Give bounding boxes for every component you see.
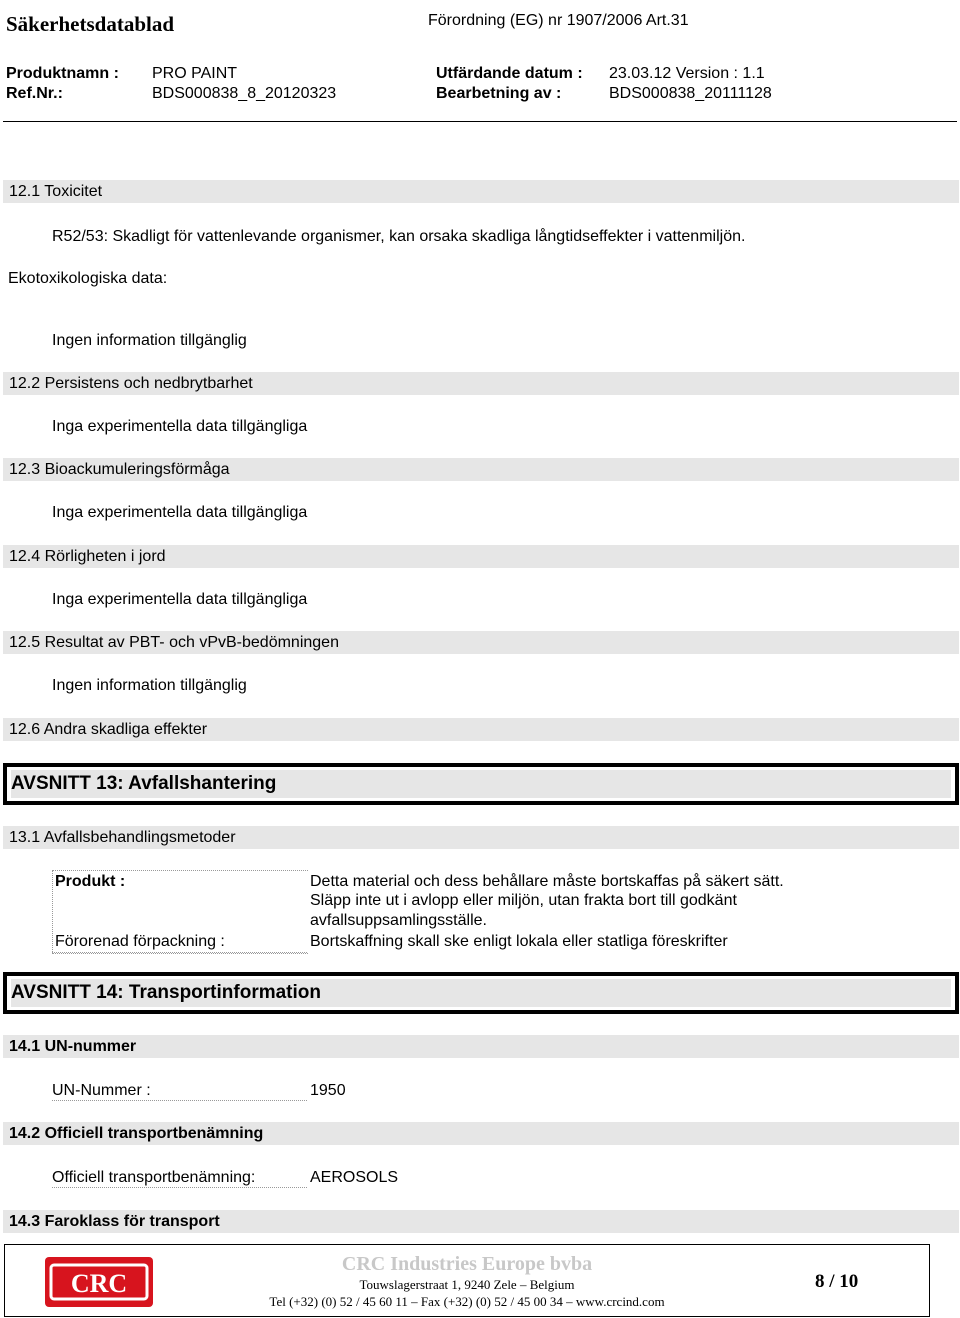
ref-number-label: Ref.Nr.: <box>6 85 63 102</box>
waste-product-line-1: Detta material och dess behållare måste bortskaffas på säkert sätt. <box>310 873 784 890</box>
subsection-heading: 12.4 Rörligheten i jord <box>9 548 166 565</box>
subsection-12-4 <box>3 545 959 568</box>
persistence-text: Inga experimentella data tillgängliga <box>52 418 308 435</box>
product-name-value: PRO PAINT <box>152 65 238 82</box>
page-footer <box>4 1244 930 1317</box>
subsection-14-1 <box>3 1035 959 1058</box>
waste-product-line-2: Släpp inte ut i avlopp eller miljön, utan frakta bort till godkänt <box>310 892 737 909</box>
subsection-heading: 12.5 Resultat av PBT- och vPvB-bedömningen <box>9 634 339 651</box>
product-name-label: Produktnamn : <box>6 65 119 82</box>
section-title: AVSNITT 13: Avfallshantering <box>11 773 277 794</box>
edited-by-label: Bearbetning av : <box>436 85 562 102</box>
section-13-header <box>3 763 959 805</box>
regulation-reference: Förordning (EG) nr 1907/2006 Art.31 <box>428 12 689 29</box>
subsection-heading: 12.1 Toxicitet <box>9 183 103 200</box>
issue-date-label: Utfärdande datum : <box>436 65 583 82</box>
subsection-14-2 <box>3 1122 959 1145</box>
subsection-heading: 12.2 Persistens och nedbrytbarhet <box>9 375 253 392</box>
contaminated-packaging-label: Förorenad förpackning : <box>55 933 225 950</box>
ecotox-value: Ingen information tillgänglig <box>52 332 247 349</box>
subsection-14-3 <box>3 1210 959 1233</box>
waste-product-label: Produkt : <box>55 873 126 890</box>
un-number-label: UN-Nummer : <box>52 1082 151 1099</box>
subsection-12-3 <box>3 458 959 481</box>
subsection-12-6 <box>3 718 959 741</box>
subsection-12-5 <box>3 631 959 654</box>
transport-name-label: Officiell transportbenämning: <box>52 1169 256 1186</box>
transport-name-value: AEROSOLS <box>310 1169 399 1186</box>
contaminated-packaging-value: Bortskaffning skall ske enligt lokala eller statliga föreskrifter <box>310 933 728 950</box>
section-14-header <box>3 972 959 1014</box>
pbt-text: Ingen information tillgänglig <box>52 677 247 694</box>
company-name: CRC Industries Europe bvba <box>341 1253 593 1275</box>
subsection-heading: 12.3 Bioackumuleringsförmåga <box>9 461 230 478</box>
ecotox-label: Ekotoxikologiska data: <box>8 270 168 287</box>
subsection-heading: 14.3 Faroklass för transport <box>9 1213 220 1230</box>
page-number: 8 / 10 <box>815 1271 859 1292</box>
ref-number-value: BDS000838_8_20120323 <box>152 85 337 102</box>
subsection-13-1 <box>3 826 959 849</box>
subsection-heading: 14.2 Officiell transportbenämning <box>9 1125 264 1142</box>
subsection-heading: 12.6 Andra skadliga effekter <box>9 721 208 738</box>
bioaccumulation-text: Inga experimentella data tillgängliga <box>52 504 308 521</box>
company-address: Touwslagerstraat 1, 9240 Zele – Belgium <box>359 1277 575 1292</box>
subsection-12-1 <box>3 180 959 203</box>
section-title: AVSNITT 14: Transportinformation <box>11 982 322 1003</box>
dotted-rule <box>52 1187 307 1188</box>
un-number-value: 1950 <box>310 1082 346 1099</box>
subsection-12-2 <box>3 372 959 395</box>
dotted-rule <box>52 1100 307 1101</box>
toxicity-text: R52/53: Skadligt för vattenlevande organismer, kan orsaka skadliga långtidseffekter i vattenmiljön. <box>52 228 746 245</box>
waste-product-line-3: avfallsuppsamlingsställe. <box>310 912 487 929</box>
subsection-heading: 13.1 Avfallsbehandlingsmetoder <box>9 829 236 846</box>
edited-by-value: BDS000838_20111128 <box>609 85 772 102</box>
logo-text: CRC <box>70 1269 128 1298</box>
subsection-heading: 14.1 UN-nummer <box>9 1038 137 1055</box>
company-contact: Tel (+32) (0) 52 / 45 60 11 – Fax (+32) (0) 52 / 45 00 34 – www.crcind.com <box>269 1294 665 1309</box>
dotted-rule <box>52 952 307 953</box>
mobility-text: Inga experimentella data tillgängliga <box>52 591 308 608</box>
document-title: Säkerhetsdatablad <box>6 12 175 36</box>
header-divider <box>3 121 957 122</box>
issue-date-value: 23.03.12 Version : 1.1 <box>609 65 765 82</box>
